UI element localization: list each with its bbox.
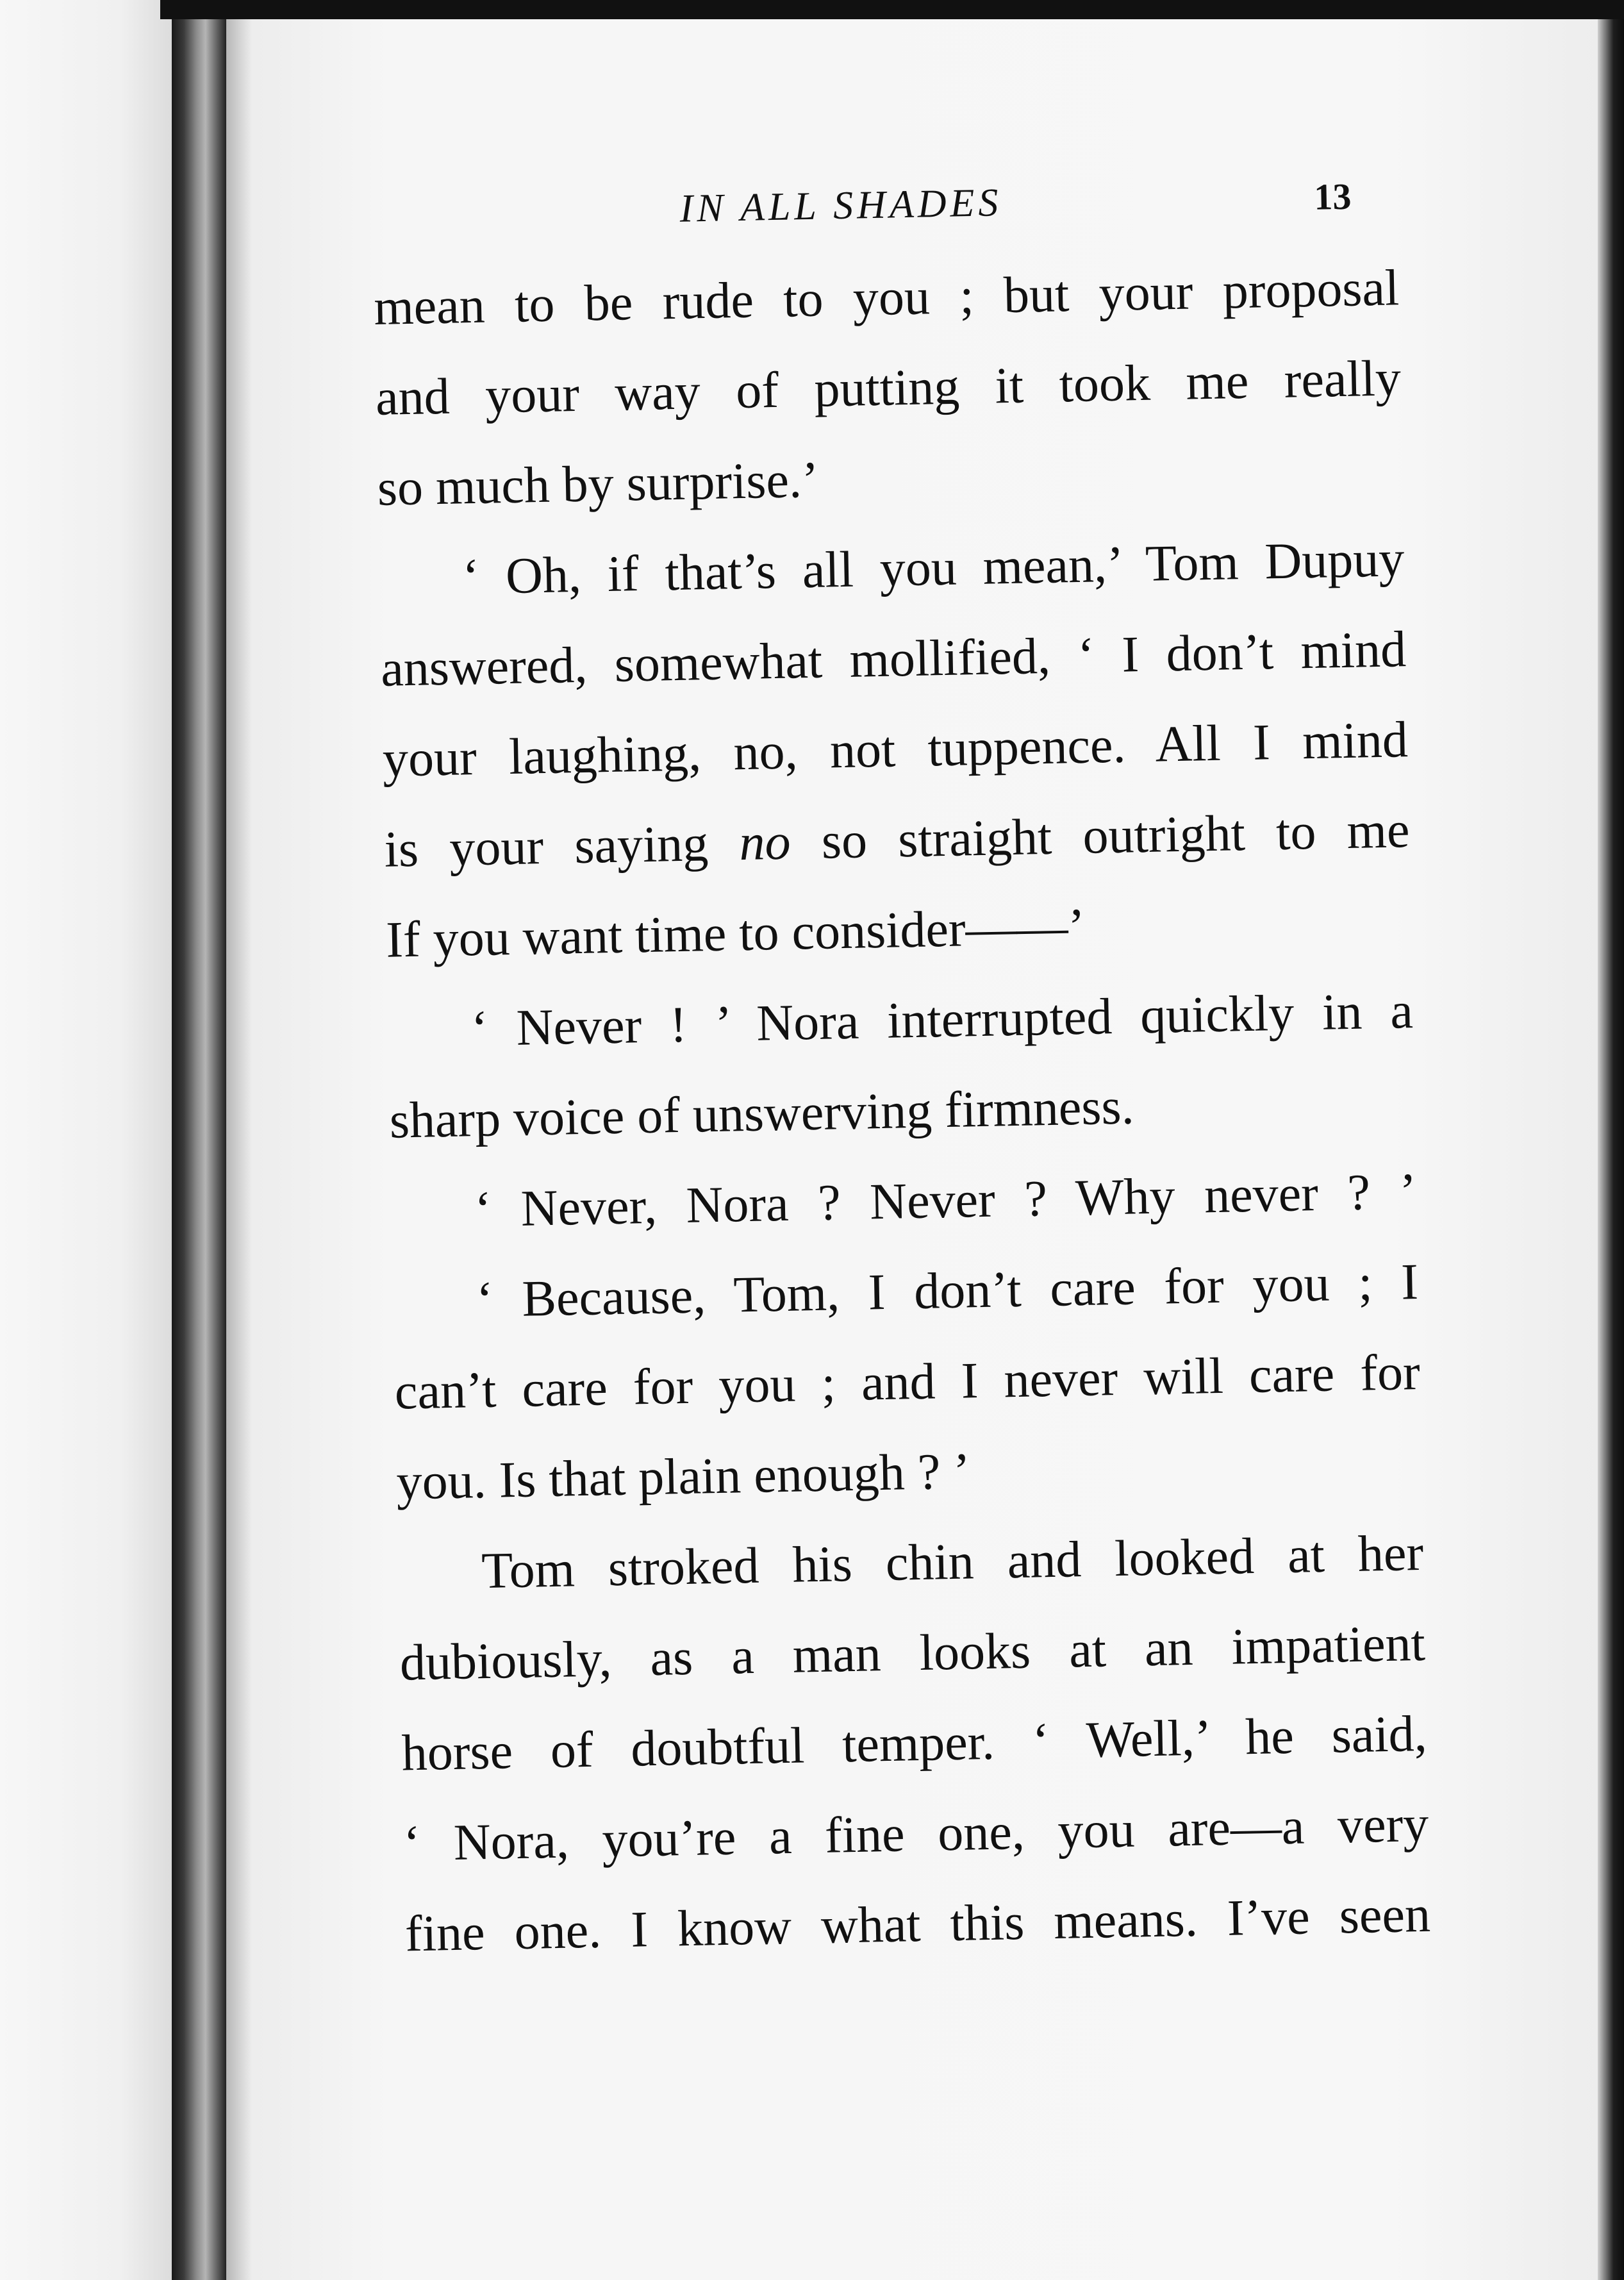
book-gutter xyxy=(172,19,226,2280)
page-number: 13 xyxy=(1313,175,1352,218)
text-line: ‘ Oh, if that’s all you mean,’ Tom Dupuy xyxy=(461,531,1405,606)
left-page-edge xyxy=(0,0,172,2280)
text-line: answered, somewhat mollified, ‘ I don’t mind xyxy=(380,621,1407,697)
text-line: ‘ Never, Nora ? Never ? Why never ? ’ xyxy=(474,1163,1418,1238)
text-segment: so straight outright to me xyxy=(820,802,1411,870)
text-line: can’t care for you ; and I never will care for xyxy=(394,1344,1421,1420)
text-segment: is your saying xyxy=(383,815,709,878)
text-body xyxy=(373,243,1431,1979)
text-line: your laughing, no, not tuppence. All I mind xyxy=(382,711,1409,788)
text-line: ‘ Because, Tom, I don’t care for you ; I xyxy=(476,1253,1419,1329)
text-line: Tom stroked his chin and looked at her xyxy=(481,1524,1424,1600)
italic-word: no xyxy=(738,813,791,872)
text-line: and your way of putting it took me really xyxy=(375,350,1402,426)
text-line: horse of doubtful temper. ‘ Well,’ he said, xyxy=(401,1705,1428,1782)
text-line: ‘ Never ! ’ Nora interrupted quickly in a xyxy=(470,983,1414,1058)
right-scan-border xyxy=(1598,19,1624,2280)
text-line: so much by surprise.’ xyxy=(377,451,820,517)
text-line: mean to be rude to you ; but your proposal xyxy=(373,260,1400,336)
text-line: dubiously, as a man looks at an impatient xyxy=(399,1615,1426,1692)
text-line: fine one. I know what this means. I’ve seen xyxy=(404,1886,1431,1963)
gutter-shadow xyxy=(226,19,252,2280)
text-line: If you want time to consider——’ xyxy=(385,898,1086,969)
text-line: you. Is that plain enough ? ’ xyxy=(395,1443,971,1511)
text-line: sharp voice of unswerving firmness. xyxy=(388,1078,1135,1149)
text-line: ‘ Nora, you’re a fine one, you are—a very xyxy=(402,1795,1430,1872)
page-content xyxy=(372,172,1431,1979)
top-scan-border xyxy=(160,0,1624,19)
running-title: IN ALL SHADES xyxy=(679,181,1003,231)
